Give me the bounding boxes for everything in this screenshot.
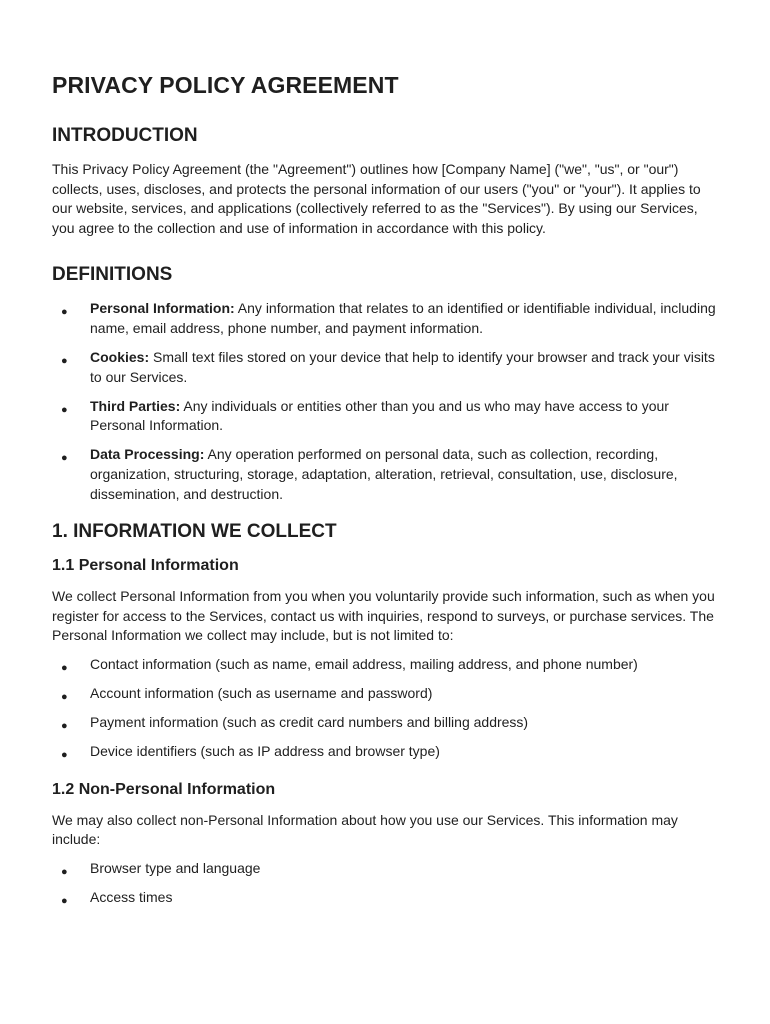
definition-text: Any operation performed on personal data, such as collection, recording, organization, structuring, storage, adaptation, alteration, retrieval, consultation, use, disclosure, dissemination, and destruction. xyxy=(90,446,678,502)
section-1-1-paragraph: We collect Personal Information from you when you voluntarily provide such information, such as when you register for access to the Services, contact us with inquiries, respond to surveys, or purchase services. The Personal Information we collect may include, but is not limited to: xyxy=(52,588,715,644)
definition-text: Small text files stored on your device that help to identify your browser and track your visits to our Services. xyxy=(90,349,715,385)
introduction-heading: INTRODUCTION xyxy=(52,125,198,146)
document-page xyxy=(52,68,724,917)
bullet-icon: ● xyxy=(61,749,68,762)
definition-term: Personal Information: xyxy=(90,300,235,317)
section-1-2-heading: 1.2 Non-Personal Information xyxy=(52,780,276,798)
definition-term: Data Processing: xyxy=(90,446,205,463)
list-item-text: Device identifiers (such as IP address and browser type) xyxy=(90,743,440,760)
bullet-icon: ● xyxy=(61,662,68,674)
definition-term: Cookies: xyxy=(90,349,150,366)
list-item-text: Account information (such as username and password) xyxy=(90,685,433,702)
definition-text: Any information that relates to an identified or identifiable individual, including name, email address, phone number, and payment information. xyxy=(90,300,716,336)
bullet-icon: ● xyxy=(61,355,68,368)
introduction-paragraph: This Privacy Policy Agreement (the "Agreement") outlines how [Company Name] ("we", "us", or "our") collects, uses, discloses, and protects the personal information of our users ("you" or "your"). It applies to our website, services, and applications (collectively referred to as the "Services"). By using our Services, you agree to the collection and use of information in accordance with this policy. xyxy=(52,161,701,236)
definition-text: Any individuals or entities other than you and us who may have access to your Personal Information. xyxy=(90,397,669,434)
definitions-list xyxy=(52,299,724,504)
bullet-icon: ● xyxy=(61,720,68,733)
list-item-text: Browser type and language xyxy=(90,860,261,877)
list-item xyxy=(52,742,724,762)
list-item-text: Payment information (such as credit card numbers and billing address) xyxy=(90,714,529,731)
definition-item xyxy=(52,299,724,338)
bullet-icon: ● xyxy=(61,895,68,908)
section-1-2-paragraph: We may also collect non-Personal Information about how you use our Services. This information may include: xyxy=(52,811,678,848)
definition-item xyxy=(52,397,724,436)
list-item-text: Contact information (such as name, email address, mailing address, and phone number) xyxy=(90,656,638,672)
bullet-icon: ● xyxy=(61,403,68,416)
list-item xyxy=(52,655,724,675)
personal-info-list xyxy=(52,655,724,762)
list-item xyxy=(52,713,724,733)
bullet-icon: ● xyxy=(61,691,68,704)
bullet-icon: ● xyxy=(61,452,68,465)
definitions-heading: DEFINITIONS xyxy=(52,264,173,286)
bullet-icon: ● xyxy=(61,866,68,879)
list-item xyxy=(52,684,724,704)
section-1-1-heading: 1.1 Personal Information xyxy=(52,557,239,575)
section-1-heading: 1. INFORMATION WE COLLECT xyxy=(52,521,337,543)
definition-item xyxy=(52,445,724,504)
document-title: PRIVACY POLICY AGREEMENT xyxy=(52,72,399,98)
definition-term: Third Parties: xyxy=(90,397,181,414)
definition-item xyxy=(52,348,724,387)
list-item xyxy=(52,859,724,879)
non-personal-info-list xyxy=(52,859,724,908)
bullet-icon: ● xyxy=(61,306,68,319)
list-item-text: Access times xyxy=(90,889,173,906)
list-item xyxy=(52,888,724,908)
